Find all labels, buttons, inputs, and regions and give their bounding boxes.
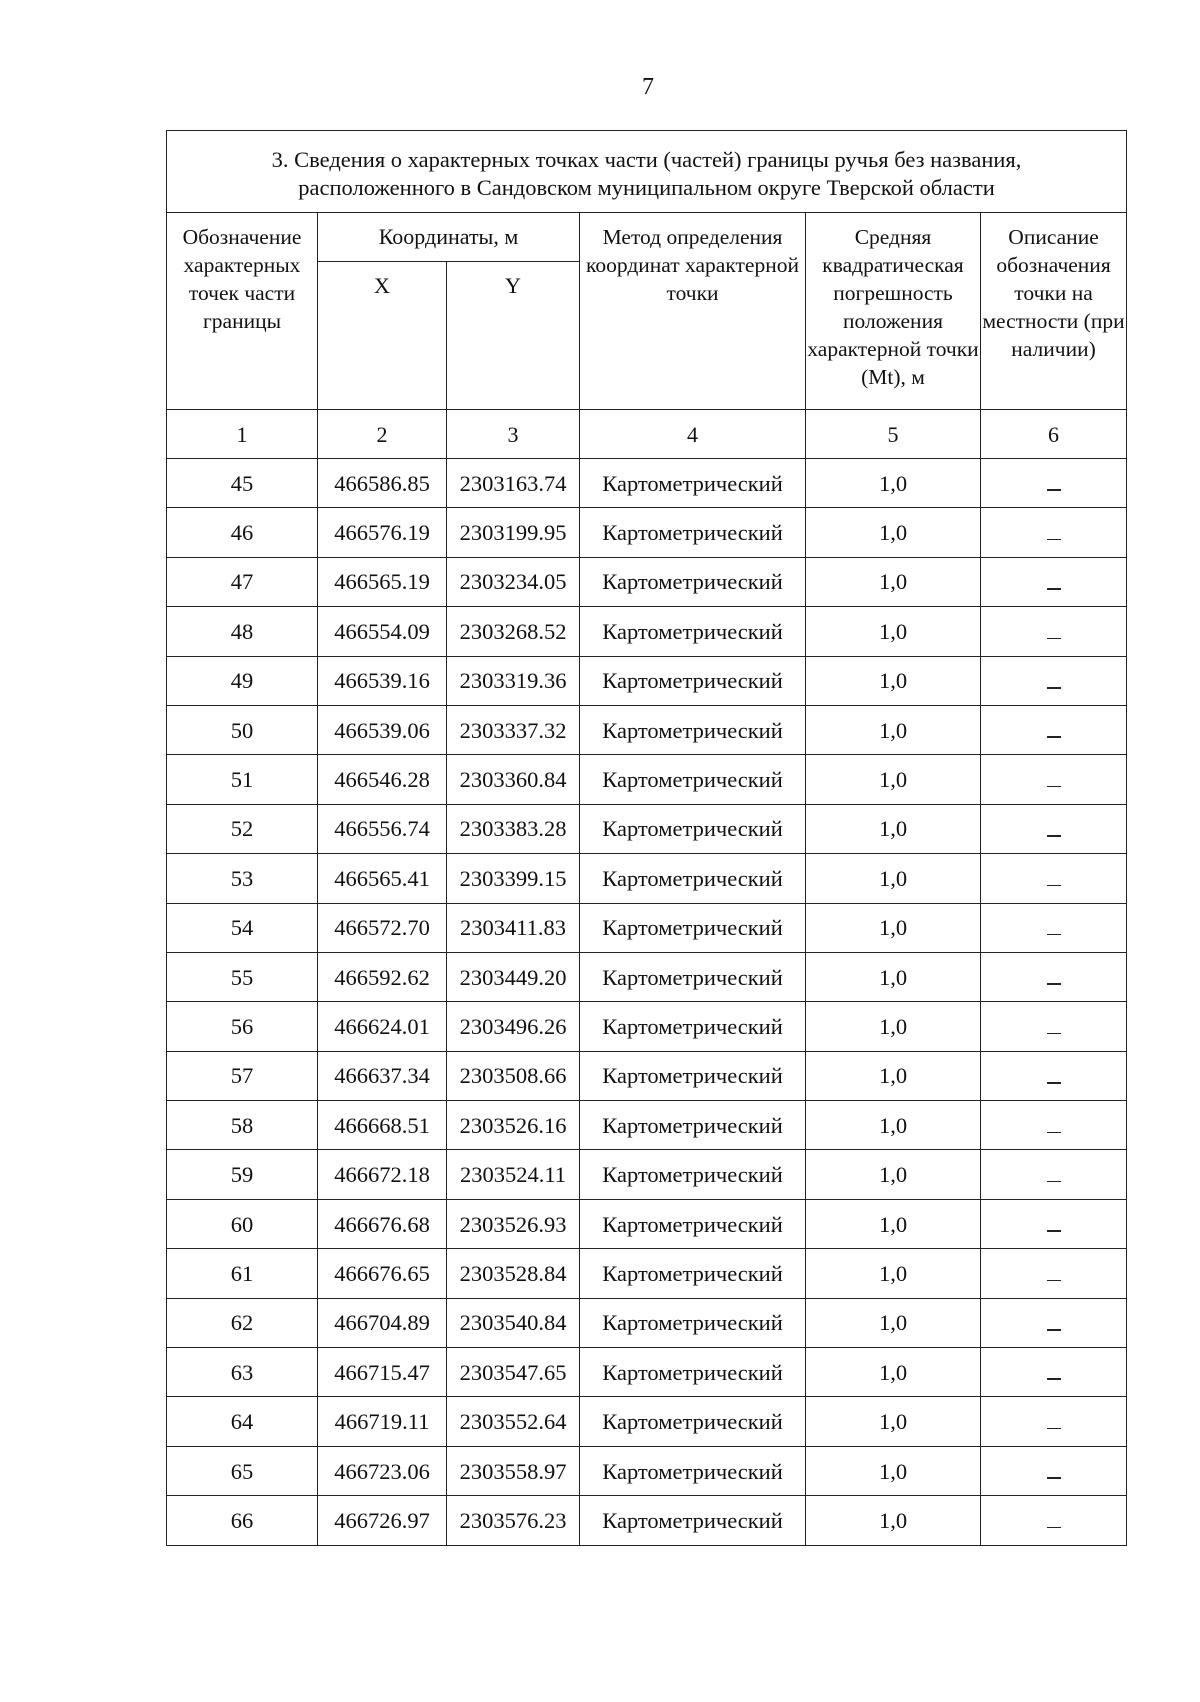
column-number: 2	[318, 410, 447, 459]
column-number: 6	[981, 410, 1127, 459]
description-cell	[981, 1051, 1127, 1100]
y-coordinate-cell: 2303383.28	[447, 804, 580, 853]
table-row	[167, 1002, 1127, 1051]
method-cell: Картометрический	[580, 557, 806, 606]
method-cell: Картометрический	[580, 656, 806, 705]
y-coordinate-cell: 2303199.95	[447, 508, 580, 557]
y-coordinate-cell: 2303528.84	[447, 1249, 580, 1298]
table-title-line-2: расположенного в Сандовском муниципальном округе Тверской области	[298, 174, 995, 200]
x-coordinate-cell: 466719.11	[318, 1397, 447, 1446]
table-title-row	[167, 131, 1127, 213]
error-cell: 1,0	[806, 1298, 981, 1347]
x-coordinate-cell: 466704.89	[318, 1298, 447, 1347]
point-number-cell: 65	[167, 1446, 318, 1495]
empty-value-dash	[1047, 1378, 1061, 1380]
empty-value-dash	[1047, 539, 1061, 541]
point-number-cell: 52	[167, 804, 318, 853]
error-cell: 1,0	[806, 705, 981, 754]
method-cell: Картометрический	[580, 1101, 806, 1150]
error-cell: 1,0	[806, 508, 981, 557]
table-row	[167, 1051, 1127, 1100]
point-number-cell: 50	[167, 705, 318, 754]
header-description: Описание обозначения точки на местности (при наличии)	[981, 213, 1127, 410]
empty-value-dash	[1047, 835, 1061, 837]
x-coordinate-cell: 466572.70	[318, 903, 447, 952]
point-number-cell: 55	[167, 952, 318, 1001]
empty-value-dash	[1047, 1280, 1061, 1282]
point-number-cell: 56	[167, 1002, 318, 1051]
error-cell: 1,0	[806, 459, 981, 508]
description-cell	[981, 1496, 1127, 1545]
y-coordinate-cell: 2303558.97	[447, 1446, 580, 1495]
x-coordinate-cell: 466556.74	[318, 804, 447, 853]
empty-value-dash	[1047, 1329, 1061, 1331]
x-coordinate-cell: 466624.01	[318, 1002, 447, 1051]
error-cell: 1,0	[806, 656, 981, 705]
column-number-row	[167, 410, 1127, 459]
point-number-cell: 63	[167, 1348, 318, 1397]
y-coordinate-cell: 2303552.64	[447, 1397, 580, 1446]
point-number-cell: 46	[167, 508, 318, 557]
y-coordinate-cell: 2303449.20	[447, 952, 580, 1001]
description-cell	[981, 1199, 1127, 1248]
description-cell	[981, 656, 1127, 705]
description-cell	[981, 459, 1127, 508]
header-y: Y	[447, 262, 580, 410]
column-number: 1	[167, 410, 318, 459]
empty-value-dash	[1047, 983, 1061, 985]
empty-value-dash	[1047, 588, 1061, 590]
description-cell	[981, 607, 1127, 656]
description-cell	[981, 508, 1127, 557]
header-coordinates: Координаты, м	[318, 213, 580, 262]
description-cell	[981, 1348, 1127, 1397]
point-number-cell: 49	[167, 656, 318, 705]
table-row	[167, 557, 1127, 606]
table-row	[167, 459, 1127, 508]
point-number-cell: 57	[167, 1051, 318, 1100]
table-row	[167, 656, 1127, 705]
empty-value-dash	[1047, 1033, 1061, 1035]
x-coordinate-cell: 466565.19	[318, 557, 447, 606]
point-number-cell: 51	[167, 755, 318, 804]
error-cell: 1,0	[806, 1496, 981, 1545]
boundary-points-table-wrapper	[166, 130, 1126, 1546]
y-coordinate-cell: 2303576.23	[447, 1496, 580, 1545]
empty-value-dash	[1047, 1477, 1061, 1479]
method-cell: Картометрический	[580, 1249, 806, 1298]
description-cell	[981, 1298, 1127, 1347]
point-number-cell: 61	[167, 1249, 318, 1298]
table-row	[167, 1446, 1127, 1495]
error-cell: 1,0	[806, 1101, 981, 1150]
point-number-cell: 59	[167, 1150, 318, 1199]
method-cell: Картометрический	[580, 508, 806, 557]
error-cell: 1,0	[806, 755, 981, 804]
column-number: 5	[806, 410, 981, 459]
method-cell: Картометрический	[580, 1446, 806, 1495]
error-cell: 1,0	[806, 854, 981, 903]
table-row	[167, 755, 1127, 804]
error-cell: 1,0	[806, 607, 981, 656]
column-number: 4	[580, 410, 806, 459]
table-row	[167, 1348, 1127, 1397]
header-x: X	[318, 262, 447, 410]
point-number-cell: 58	[167, 1101, 318, 1150]
empty-value-dash	[1047, 934, 1061, 936]
x-coordinate-cell: 466668.51	[318, 1101, 447, 1150]
x-coordinate-cell: 466539.06	[318, 705, 447, 754]
y-coordinate-cell: 2303399.15	[447, 854, 580, 903]
y-coordinate-cell: 2303496.26	[447, 1002, 580, 1051]
boundary-points-table	[166, 130, 1127, 1546]
point-number-cell: 47	[167, 557, 318, 606]
y-coordinate-cell: 2303319.36	[447, 656, 580, 705]
empty-value-dash	[1047, 885, 1061, 887]
y-coordinate-cell: 2303547.65	[447, 1348, 580, 1397]
table-row	[167, 705, 1127, 754]
method-cell: Картометрический	[580, 854, 806, 903]
point-number-cell: 64	[167, 1397, 318, 1446]
x-coordinate-cell: 466715.47	[318, 1348, 447, 1397]
table-row	[167, 508, 1127, 557]
empty-value-dash	[1047, 489, 1061, 491]
x-coordinate-cell: 466586.85	[318, 459, 447, 508]
column-number: 3	[447, 410, 580, 459]
empty-value-dash	[1047, 638, 1061, 640]
method-cell: Картометрический	[580, 607, 806, 656]
y-coordinate-cell: 2303526.93	[447, 1199, 580, 1248]
y-coordinate-cell: 2303524.11	[447, 1150, 580, 1199]
table-title-line-1: 3. Сведения о характерных точках части (частей) границы ручья без названия,	[271, 146, 1022, 172]
empty-value-dash	[1047, 687, 1061, 689]
table-row	[167, 607, 1127, 656]
point-number-cell: 48	[167, 607, 318, 656]
error-cell: 1,0	[806, 1397, 981, 1446]
empty-value-dash	[1047, 1428, 1061, 1430]
table-row	[167, 1496, 1127, 1545]
error-cell: 1,0	[806, 952, 981, 1001]
empty-value-dash	[1047, 736, 1061, 738]
method-cell: Картометрический	[580, 1397, 806, 1446]
table-row	[167, 1249, 1127, 1298]
y-coordinate-cell: 2303234.05	[447, 557, 580, 606]
x-coordinate-cell: 466592.62	[318, 952, 447, 1001]
y-coordinate-cell: 2303337.32	[447, 705, 580, 754]
table-body	[167, 459, 1127, 1546]
y-coordinate-cell: 2303508.66	[447, 1051, 580, 1100]
header-designation: Обозначение характерных точек части границы	[167, 213, 318, 410]
point-number-cell: 54	[167, 903, 318, 952]
y-coordinate-cell: 2303526.16	[447, 1101, 580, 1150]
empty-value-dash	[1047, 786, 1061, 788]
header-method: Метод определения координат характерной точки	[580, 213, 806, 410]
method-cell: Картометрический	[580, 804, 806, 853]
description-cell	[981, 1446, 1127, 1495]
error-cell: 1,0	[806, 557, 981, 606]
y-coordinate-cell: 2303411.83	[447, 903, 580, 952]
x-coordinate-cell: 466554.09	[318, 607, 447, 656]
error-cell: 1,0	[806, 1446, 981, 1495]
error-cell: 1,0	[806, 1249, 981, 1298]
error-cell: 1,0	[806, 804, 981, 853]
method-cell: Картометрический	[580, 1051, 806, 1100]
method-cell: Картометрический	[580, 903, 806, 952]
method-cell: Картометрический	[580, 1298, 806, 1347]
x-coordinate-cell: 466676.65	[318, 1249, 447, 1298]
table-row	[167, 1150, 1127, 1199]
x-coordinate-cell: 466576.19	[318, 508, 447, 557]
description-cell	[981, 804, 1127, 853]
point-number-cell: 62	[167, 1298, 318, 1347]
table-row	[167, 1199, 1127, 1248]
table-row	[167, 804, 1127, 853]
method-cell: Картометрический	[580, 705, 806, 754]
table-title	[167, 131, 1127, 213]
error-cell: 1,0	[806, 1348, 981, 1397]
y-coordinate-cell: 2303163.74	[447, 459, 580, 508]
table-row	[167, 854, 1127, 903]
method-cell: Картометрический	[580, 1199, 806, 1248]
method-cell: Картометрический	[580, 1496, 806, 1545]
error-cell: 1,0	[806, 1150, 981, 1199]
description-cell	[981, 854, 1127, 903]
x-coordinate-cell: 466726.97	[318, 1496, 447, 1545]
method-cell: Картометрический	[580, 952, 806, 1001]
description-cell	[981, 1397, 1127, 1446]
point-number-cell: 53	[167, 854, 318, 903]
description-cell	[981, 1249, 1127, 1298]
method-cell: Картометрический	[580, 755, 806, 804]
description-cell	[981, 557, 1127, 606]
description-cell	[981, 1002, 1127, 1051]
error-cell: 1,0	[806, 1199, 981, 1248]
x-coordinate-cell: 466565.41	[318, 854, 447, 903]
method-cell: Картометрический	[580, 1150, 806, 1199]
table-row	[167, 1101, 1127, 1150]
x-coordinate-cell: 466637.34	[318, 1051, 447, 1100]
x-coordinate-cell: 466672.18	[318, 1150, 447, 1199]
description-cell	[981, 705, 1127, 754]
table-row	[167, 1298, 1127, 1347]
x-coordinate-cell: 466676.68	[318, 1199, 447, 1248]
table-row	[167, 952, 1127, 1001]
point-number-cell: 60	[167, 1199, 318, 1248]
method-cell: Картометрический	[580, 459, 806, 508]
error-cell: 1,0	[806, 903, 981, 952]
description-cell	[981, 755, 1127, 804]
empty-value-dash	[1047, 1181, 1061, 1183]
method-cell: Картометрический	[580, 1002, 806, 1051]
error-cell: 1,0	[806, 1051, 981, 1100]
empty-value-dash	[1047, 1230, 1061, 1232]
empty-value-dash	[1047, 1132, 1061, 1134]
table-header-row	[167, 213, 1127, 262]
point-number-cell: 45	[167, 459, 318, 508]
y-coordinate-cell: 2303540.84	[447, 1298, 580, 1347]
description-cell	[981, 952, 1127, 1001]
x-coordinate-cell: 466546.28	[318, 755, 447, 804]
x-coordinate-cell: 466723.06	[318, 1446, 447, 1495]
empty-value-dash	[1047, 1527, 1061, 1529]
y-coordinate-cell: 2303360.84	[447, 755, 580, 804]
method-cell: Картометрический	[580, 1348, 806, 1397]
point-number-cell: 66	[167, 1496, 318, 1545]
table-row	[167, 1397, 1127, 1446]
empty-value-dash	[1047, 1082, 1061, 1084]
x-coordinate-cell: 466539.16	[318, 656, 447, 705]
description-cell	[981, 1150, 1127, 1199]
y-coordinate-cell: 2303268.52	[447, 607, 580, 656]
page-number: 7	[642, 74, 654, 100]
description-cell	[981, 1101, 1127, 1150]
table-row	[167, 903, 1127, 952]
header-error: Средняя квадратическая погрешность положения характерной точки (Mt), м	[806, 213, 981, 410]
error-cell: 1,0	[806, 1002, 981, 1051]
description-cell	[981, 903, 1127, 952]
